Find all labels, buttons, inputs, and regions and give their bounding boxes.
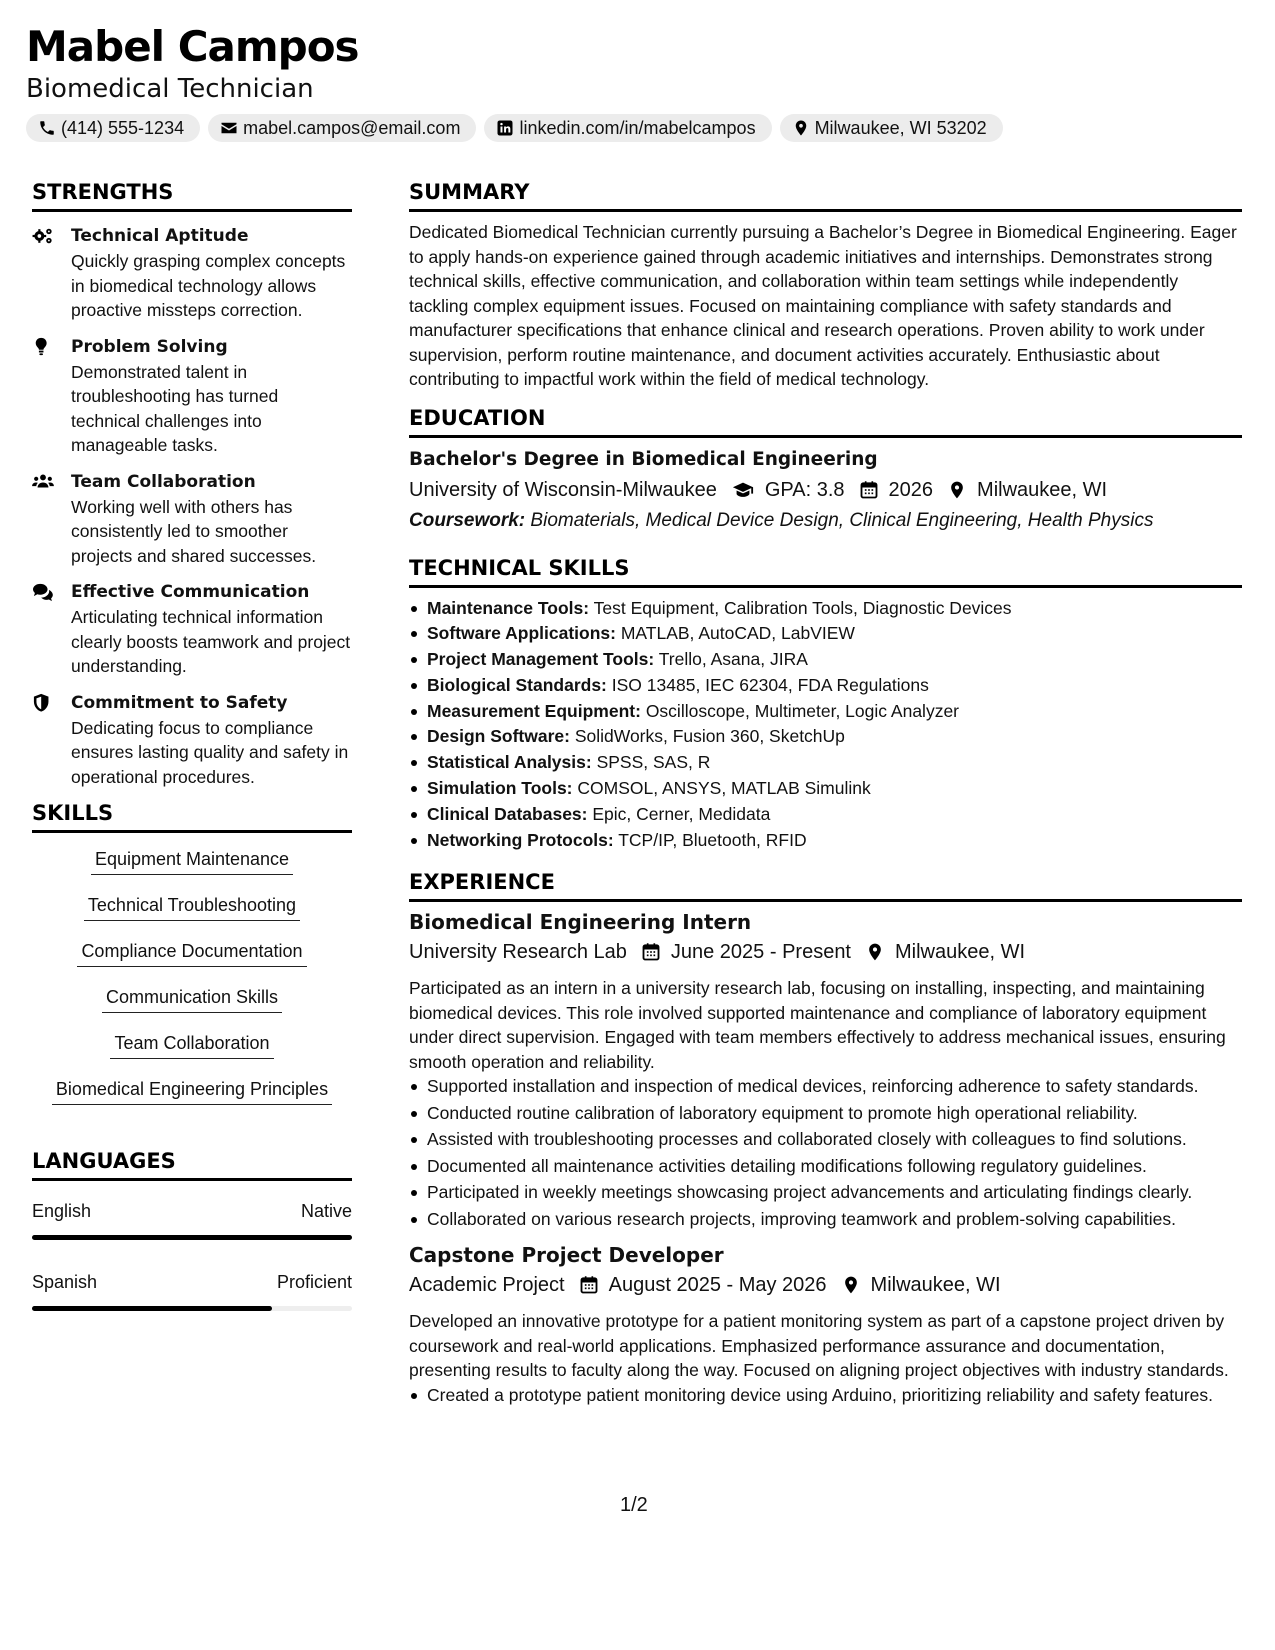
right-column [409,180,1242,1409]
comments-icon [32,582,54,602]
skill-label: Biological Standards: [427,674,607,695]
language-name: English [32,1201,92,1221]
strength-desc: Articulating technical information clearly boosts teamwork and project understanding. [71,607,351,676]
skill-label: Statistical Analysis: [427,752,592,773]
job-org: University Research Lab [409,941,627,964]
list-item [409,776,1242,801]
gpa: GPA: 3.8 [764,478,845,501]
skill-value: MATLAB, AutoCAD, LabVIEW [620,623,855,644]
education-heading: EDUCATION [409,406,1242,438]
language-row [32,1199,352,1223]
list-item [409,828,1242,853]
skill-value: Epic, Cerner, Medidata [592,803,771,824]
language-bar [32,1306,352,1311]
email-pill[interactable] [208,114,476,142]
list-item [409,647,1242,672]
strength-desc: Working well with others has consistently led to smoother projects and shared successes. [71,496,317,566]
strength-item [32,580,352,679]
technical-skills-list [409,596,1242,853]
list-item: Assisted with troubleshooting processes and collaborated closely with colleagues to find solutions. [409,1127,1242,1152]
calendar-icon [859,480,879,500]
gears-icon [32,226,54,246]
job-entry [409,1241,1242,1407]
skill-value: ISO 13485, IEC 62304, FDA Regulations [611,674,929,695]
skill-label: Project Management Tools: [427,649,655,670]
users-icon [32,472,54,492]
technical-skills-heading: TECHNICAL SKILLS [409,556,1242,588]
strength-item [32,470,352,569]
list-item: Supported installation and inspection of medical devices, reinforcing adherence to safety standards. [409,1074,1242,1099]
graduation-cap-icon [731,479,755,501]
education-location: Milwaukee, WI [977,478,1108,501]
job-description: Developed an innovative prototype for a patient monitoring system as part of a capstone project driven by coursework and real-world applications. Emphasized performance assurance and documentation, presenting results to faculty along the way. Focused on aligning project objectives with industry standards. [409,1311,1229,1381]
email-text: mabel.campos@email.com [243,117,461,138]
job-dates: August 2025 - May 2026 [608,1274,827,1297]
skill-tag: Compliance Documentation [77,939,306,967]
languages-heading: LANGUAGES [32,1149,352,1181]
strengths-heading: STRENGTHS [32,180,352,212]
strength-title: Problem Solving [71,336,228,357]
list-item [409,596,1242,621]
location-icon [947,480,967,500]
strength-desc: Quickly grasping complex concepts in biomedical technology allows proactive missteps correction. [71,251,346,320]
school-name: University of Wisconsin-Milwaukee [409,478,717,501]
phone-text: (414) 555-1234 [61,117,185,138]
job-meta [409,1269,1242,1301]
summary-text: Dedicated Biomedical Technician currently pursuing a Bachelor’s Degree in Biomedical Engineering. Eager to apply hands-on experience gained through academic initiatives and internships. Demonstrates strong technical skills, effective communication, and collaboration within team settings while independently tackling complex equipment issues. Focused on maintaining compliance with safety standards and manufacturer specifications that enhance clinical and research operations. Proven ability to work under supervision, perform routine maintenance, and document activities accurately. Enthusiastic about contributing to impactful work within the field of medical technology. [409,222,1237,389]
location-icon [865,942,885,962]
candidate-title: Biomedical Technician [26,74,314,104]
calendar-icon [579,1275,599,1295]
candidate-name: Mabel Campos [26,22,359,71]
list-item: Participated in weekly meetings showcasing project advancements and articulating findings clearly. [409,1180,1242,1205]
skill-label: Networking Protocols: [427,829,614,850]
skill-value: SolidWorks, Fusion 360, SketchUp [574,726,845,747]
list-item: Conducted routine calibration of laboratory equipment to promote high operational reliability. [409,1101,1242,1126]
skill-value: COMSOL, ANSYS, MATLAB Simulink [577,778,871,799]
list-item: Collaborated on various research projects, improving teamwork and problem-solving capabilities. [409,1207,1242,1232]
strength-item [32,691,352,790]
skill-value: Trello, Asana, JIRA [658,649,808,670]
page-number: 1/2 [620,1494,648,1516]
list-item [409,699,1242,724]
language-row [32,1270,352,1294]
strength-item [32,224,352,323]
job-meta [409,936,1242,968]
skill-tag: Communication Skills [102,985,282,1013]
skill-label: Software Applications: [427,623,616,644]
job-title: Biomedical Engineering Intern [409,910,752,935]
job-org: Academic Project [409,1274,565,1297]
language-level: Proficient [276,1272,352,1292]
experience-heading: EXPERIENCE [409,870,1242,902]
coursework-list: Biomaterials, Medical Device Design, Clinical Engineering, Health Physics [530,509,1154,531]
skill-tag: Team Collaboration [110,1031,273,1059]
strength-title: Effective Communication [71,582,310,602]
strength-title: Team Collaboration [71,471,256,492]
skills-list [32,847,352,1123]
job-bullets [409,1383,1242,1408]
shield-icon [32,693,54,713]
language-bar [32,1235,352,1240]
skill-label: Clinical Databases: [427,803,588,824]
location-pill[interactable] [780,114,1003,142]
skill-tag: Equipment Maintenance [91,847,293,875]
job-title: Capstone Project Developer [409,1243,724,1268]
email-icon [220,119,238,137]
list-item [409,802,1242,827]
strength-desc: Dedicating focus to compliance ensures lasting quality and safety in operational procedures. [71,717,349,787]
skill-value: SPSS, SAS, R [596,752,711,773]
linkedin-icon [496,119,514,137]
calendar-icon [641,942,661,962]
linkedin-text: linkedin.com/in/mabelcampos [519,117,756,138]
job-bullets [409,1074,1242,1231]
job-description: Participated as an intern in a university research lab, focusing on installing, inspecting, and maintaining biomedical devices. This role involved supported maintenance and compliance of laboratory equipment under direct supervision. Engaged with team members effectively to address mechanical issues, ensuring smooth operation and reliability. [409,978,1226,1072]
education-meta [409,474,1242,506]
job-entry [409,908,1242,1231]
contact-bar [26,114,1003,142]
graduation-year: 2026 [888,478,934,501]
location-icon [841,1275,861,1295]
skill-label: Maintenance Tools: [427,597,590,618]
lightbulb-icon [32,337,54,357]
summary-heading: SUMMARY [409,180,1242,212]
linkedin-pill[interactable] [484,114,771,142]
strength-title: Commitment to Safety [71,692,288,713]
skill-label: Measurement Equipment: [427,700,641,721]
location-icon [792,119,810,137]
language-bar-fill [32,1306,272,1311]
list-item: Created a prototype patient monitoring device using Arduino, prioritizing reliability and safety features. [409,1383,1242,1408]
skill-value: Oscilloscope, Multimeter, Logic Analyzer [645,700,960,721]
languages-list [32,1199,352,1311]
job-location: Milwaukee, WI [895,941,1026,964]
skill-tag: Technical Troubleshooting [84,893,300,921]
coursework-label: Coursework: [409,509,526,531]
phone-icon [38,119,56,137]
list-item [409,621,1242,646]
list-item: Documented all maintenance activities detailing modifications following regulatory guidelines. [409,1154,1242,1179]
skill-label: Design Software: [427,726,570,747]
list-item [409,750,1242,775]
skill-value: TCP/IP, Bluetooth, RFID [618,829,807,850]
degree-title: Bachelor's Degree in Biomedical Engineering [409,448,878,470]
language-level: Native [300,1201,352,1221]
phone-pill[interactable] [26,114,200,142]
job-dates: June 2025 - Present [670,941,851,964]
list-item [409,724,1242,749]
education-entry [409,446,1242,536]
left-column [32,180,352,1341]
strength-item [32,335,352,458]
strength-title: Technical Aptitude [71,226,249,246]
location-text: Milwaukee, WI 53202 [814,117,987,138]
skill-tag: Biomedical Engineering Principles [52,1077,332,1105]
strength-desc: Demonstrated talent in troubleshooting has turned technical challenges into manageable tasks. [71,361,279,455]
coursework [409,506,1242,536]
skills-heading: SKILLS [32,801,352,833]
skill-label: Simulation Tools: [427,778,573,799]
strengths-list [32,224,352,789]
language-bar-fill [32,1235,352,1240]
job-location: Milwaukee, WI [870,1274,1001,1297]
skill-value: Test Equipment, Calibration Tools, Diagnostic Devices [593,597,1012,618]
list-item [409,673,1242,698]
language-name: Spanish [32,1272,98,1292]
